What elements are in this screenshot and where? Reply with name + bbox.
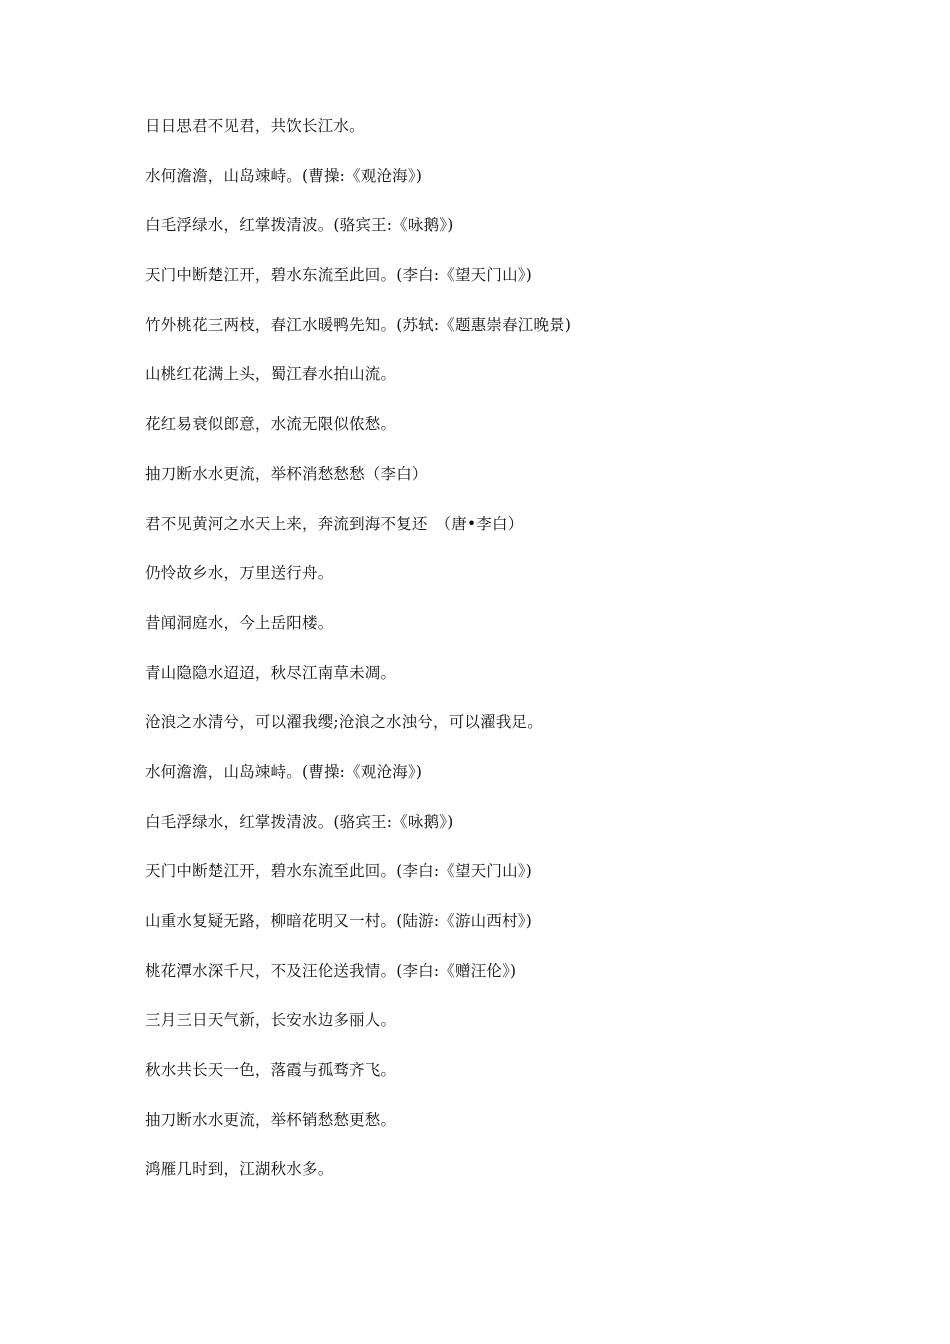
poem-line: 水何澹澹，山岛竦峙。(曹操:《观沧海》) — [145, 166, 423, 185]
poem-line-list — [145, 114, 571, 1207]
poem-line: 抽刀断水水更流，举杯消愁愁愁（李白） — [145, 464, 428, 483]
poem-line: 山桃红花满上头，蜀江春水拍山流。 — [145, 365, 397, 384]
poem-line: 天门中断楚江开，碧水东流至此回。(李白:《望天门山》) — [145, 862, 532, 881]
poem-line: 沧浪之水清兮，可以濯我缨;沧浪之水浊兮，可以濯我足。 — [145, 713, 543, 732]
poem-line: 桃花潭水深千尺，不及汪伦送我情。(李白:《赠汪伦》) — [145, 961, 517, 980]
poem-line: 白毛浮绿水，红掌拨清波。(骆宾王:《咏鹅》) — [145, 812, 454, 831]
poem-line: 山重水复疑无路，柳暗花明又一村。(陆游:《游山西村》) — [145, 912, 532, 930]
poem-line: 昔闻洞庭水，今上岳阳楼。 — [145, 613, 334, 632]
poem-line: 抽刀断水水更流，举杯销愁愁更愁。 — [145, 1110, 397, 1129]
poem-line: 鸿雁几时到，江湖秋水多。 — [145, 1160, 334, 1179]
poem-line: 君不见黄河之水天上来，奔流到海不复还 （唐•李白） — [145, 514, 524, 533]
poem-line: 仍怜故乡水，万里送行舟。 — [145, 564, 334, 583]
poem-line: 水何澹澹，山岛竦峙。(曹操:《观沧海》) — [145, 762, 423, 781]
poem-line: 日日思君不见君，共饮长江水。 — [145, 117, 365, 135]
poem-line: 秋水共长天一色，落霞与孤骛齐飞。 — [145, 1061, 397, 1080]
poem-line: 天门中断楚江开，碧水东流至此回。(李白:《望天门山》) — [145, 266, 532, 285]
poem-line: 白毛浮绿水，红掌拨清波。(骆宾王:《咏鹅》) — [145, 216, 454, 235]
poem-line: 竹外桃花三两枝，春江水暖鸭先知。(苏轼:《题惠崇春江晚景) — [145, 315, 572, 334]
poem-line: 三月三日天气新，长安水边多丽人。 — [145, 1011, 397, 1030]
poem-line: 花红易衰似郎意，水流无限似侬愁。 — [145, 415, 397, 434]
poem-line: 青山隐隐水迢迢，秋尽江南草未凋。 — [145, 663, 397, 682]
